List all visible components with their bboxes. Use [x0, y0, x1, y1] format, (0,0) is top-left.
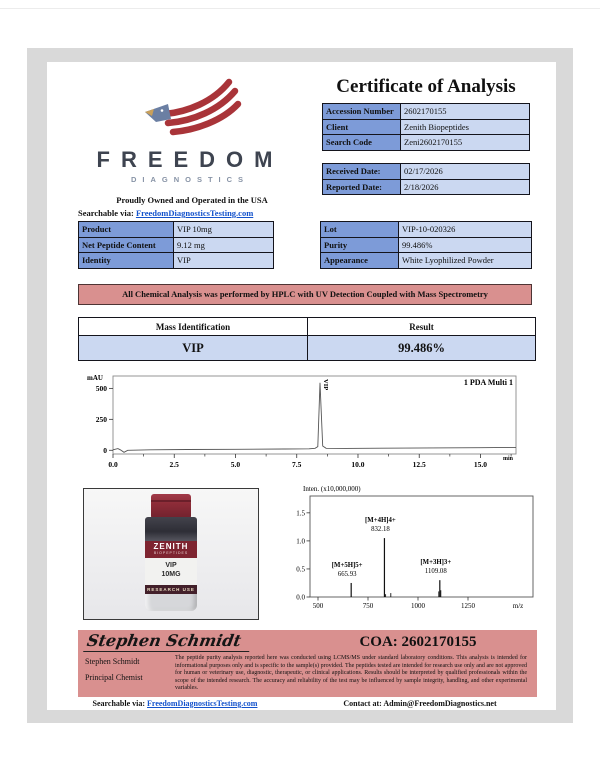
vial-research-band: RESEARCH USE — [145, 585, 197, 594]
svg-text:15.0: 15.0 — [473, 460, 488, 469]
product-table — [78, 221, 274, 269]
searchable-link[interactable]: FreedomDiagnosticsTesting.com — [135, 208, 254, 218]
result-value: 99.486% — [308, 336, 536, 361]
disclaimer-text: The peptide purity analysis reported here was conducted using LCMS/MS under standard laboratory conditions. This analysis is intended for informational purposes only and is specific to the sample(s) provided. The peptides tested are intended for research use only and are not approved for human or veterinary use, diagnostic, therapeutic, or clinical applications. Results should be interpreted by qualified professionals within the scope of the intended research. The accuracy and reliability of the test may be influenced by sample integrity, handling, and other experimental variables. — [175, 655, 527, 692]
row-value: VIP 10mg — [174, 222, 274, 238]
row-value: White Lyophilized Powder — [399, 253, 532, 269]
row-value: 9.12 mg — [174, 237, 274, 253]
table-row — [323, 104, 530, 120]
table-row — [79, 253, 274, 269]
table-row — [79, 222, 274, 238]
row-label: Reported Date: — [323, 179, 401, 195]
vial-label-brand — [145, 541, 197, 558]
svg-text:min: min — [503, 456, 514, 462]
row-value: VIP — [174, 253, 274, 269]
row-label: Product — [79, 222, 174, 238]
table-row — [323, 164, 530, 180]
svg-text:1 PDA Multi 1: 1 PDA Multi 1 — [463, 378, 513, 387]
svg-text:7.5: 7.5 — [292, 460, 302, 469]
method-banner: All Chemical Analysis was performed by HPLC with UV Detection Coupled with Mass Spectrometry — [78, 284, 532, 305]
row-label: Identity — [79, 253, 174, 269]
company-logo — [90, 78, 290, 184]
svg-text:750: 750 — [362, 602, 374, 610]
svg-text:10.0: 10.0 — [351, 460, 365, 469]
lot-table — [320, 221, 532, 269]
vial-body — [145, 517, 197, 611]
vial-brand-text: ZENITH — [153, 542, 189, 551]
row-value: 02/17/2026 — [401, 164, 530, 180]
row-value: 2/18/2026 — [401, 179, 530, 195]
certificate-title: Certificate of Analysis — [336, 76, 516, 97]
svg-text:1.5: 1.5 — [296, 509, 305, 518]
table-row — [79, 336, 536, 361]
company-tagline: Proudly Owned and Operated in the USA — [116, 195, 268, 205]
table-header-row — [79, 318, 536, 336]
hplc-chromatogram — [85, 370, 545, 472]
mass-identification-table — [78, 317, 536, 361]
table-row — [79, 237, 274, 253]
svg-text:[M+3H]3+: [M+3H]3+ — [420, 559, 452, 567]
chemist-title: Principal Chemist — [85, 673, 143, 682]
svg-text:832.18: 832.18 — [371, 526, 390, 534]
row-label: Accession Number — [323, 104, 401, 120]
handwritten-signature: Stephen Schmidt — [83, 631, 253, 652]
svg-text:0.0: 0.0 — [296, 593, 305, 602]
table-row — [321, 237, 532, 253]
table-row — [323, 119, 530, 135]
footer-contact: Contact at: Admin@FreedomDiagnostics.net — [343, 699, 497, 708]
dates-table — [322, 163, 530, 195]
svg-text:0: 0 — [103, 445, 107, 455]
coa-number: COA: 2602170155 — [359, 634, 477, 650]
svg-text:0.0: 0.0 — [108, 460, 118, 469]
row-label: Appearance — [321, 253, 399, 269]
svg-text:Inten. (x10,000,000): Inten. (x10,000,000) — [303, 485, 361, 493]
svg-text:665.93: 665.93 — [337, 570, 357, 578]
mass-id-value: VIP — [79, 336, 308, 361]
brand-subname: DIAGNOSTICS — [130, 175, 250, 184]
footer-searchable-label: Searchable via: — [92, 699, 146, 708]
row-label: Received Date: — [323, 164, 401, 180]
accession-info-table — [322, 103, 530, 151]
chemist-name: Stephen Schmidt — [85, 657, 140, 666]
svg-text:2.5: 2.5 — [169, 460, 179, 469]
svg-text:500: 500 — [95, 384, 107, 394]
certificate-document — [47, 62, 556, 710]
row-label: Purity — [321, 237, 399, 253]
svg-text:VIP: VIP — [322, 379, 330, 391]
signature-block — [78, 630, 537, 697]
svg-text:1.0: 1.0 — [296, 537, 305, 546]
table-row — [323, 179, 530, 195]
svg-text:m/z: m/z — [512, 602, 524, 610]
product-vial — [145, 489, 197, 615]
svg-text:0.5: 0.5 — [296, 565, 305, 574]
row-label: Client — [323, 119, 401, 135]
svg-text:[M+4H]4+: [M+4H]4+ — [365, 517, 396, 525]
footer-searchable — [60, 699, 290, 708]
svg-text:[M+5H]5+: [M+5H]5+ — [331, 561, 363, 569]
svg-text:1109.08: 1109.08 — [424, 568, 447, 576]
table-row — [321, 222, 532, 238]
row-label: Lot — [321, 222, 399, 238]
vial-product-text: VIP — [165, 562, 177, 569]
brand-name: FREEDOM — [96, 147, 284, 172]
table-row — [323, 135, 530, 151]
svg-text:12.5: 12.5 — [412, 460, 426, 469]
svg-text:1000: 1000 — [411, 602, 425, 610]
window-top-divider — [0, 8, 600, 9]
row-value: 2602170155 — [401, 104, 530, 120]
svg-text:1250: 1250 — [461, 602, 475, 610]
searchable-line — [78, 208, 253, 218]
row-value: Zeni2602170155 — [401, 135, 530, 151]
svg-text:250: 250 — [95, 415, 107, 425]
searchable-label: Searchable via: — [78, 208, 134, 218]
eagle-logo-icon — [135, 127, 245, 144]
svg-text:mAU: mAU — [87, 374, 103, 382]
mass-spectrum-chart — [275, 482, 540, 610]
column-header: Mass Identification — [79, 318, 308, 336]
vial-cap — [151, 494, 191, 518]
row-label: Net Peptide Content — [79, 237, 174, 253]
svg-text:5.0: 5.0 — [230, 460, 241, 469]
row-value: 99.486% — [399, 237, 532, 253]
svg-text:500: 500 — [312, 602, 324, 610]
vial-photo — [83, 488, 259, 620]
vial-label-product — [145, 558, 197, 585]
vial-stopper — [145, 517, 197, 541]
table-row — [321, 253, 532, 269]
row-label: Search Code — [323, 135, 401, 151]
vial-brand-sub-text: BIOPEPTIDES — [153, 551, 189, 555]
footer-searchable-link[interactable]: FreedomDiagnosticsTesting.com — [147, 699, 258, 708]
row-value: VIP-10-020326 — [399, 222, 532, 238]
row-value: Zenith Biopeptides — [401, 119, 530, 135]
column-header: Result — [308, 318, 536, 336]
vial-strength-text: 10MG — [161, 571, 181, 578]
